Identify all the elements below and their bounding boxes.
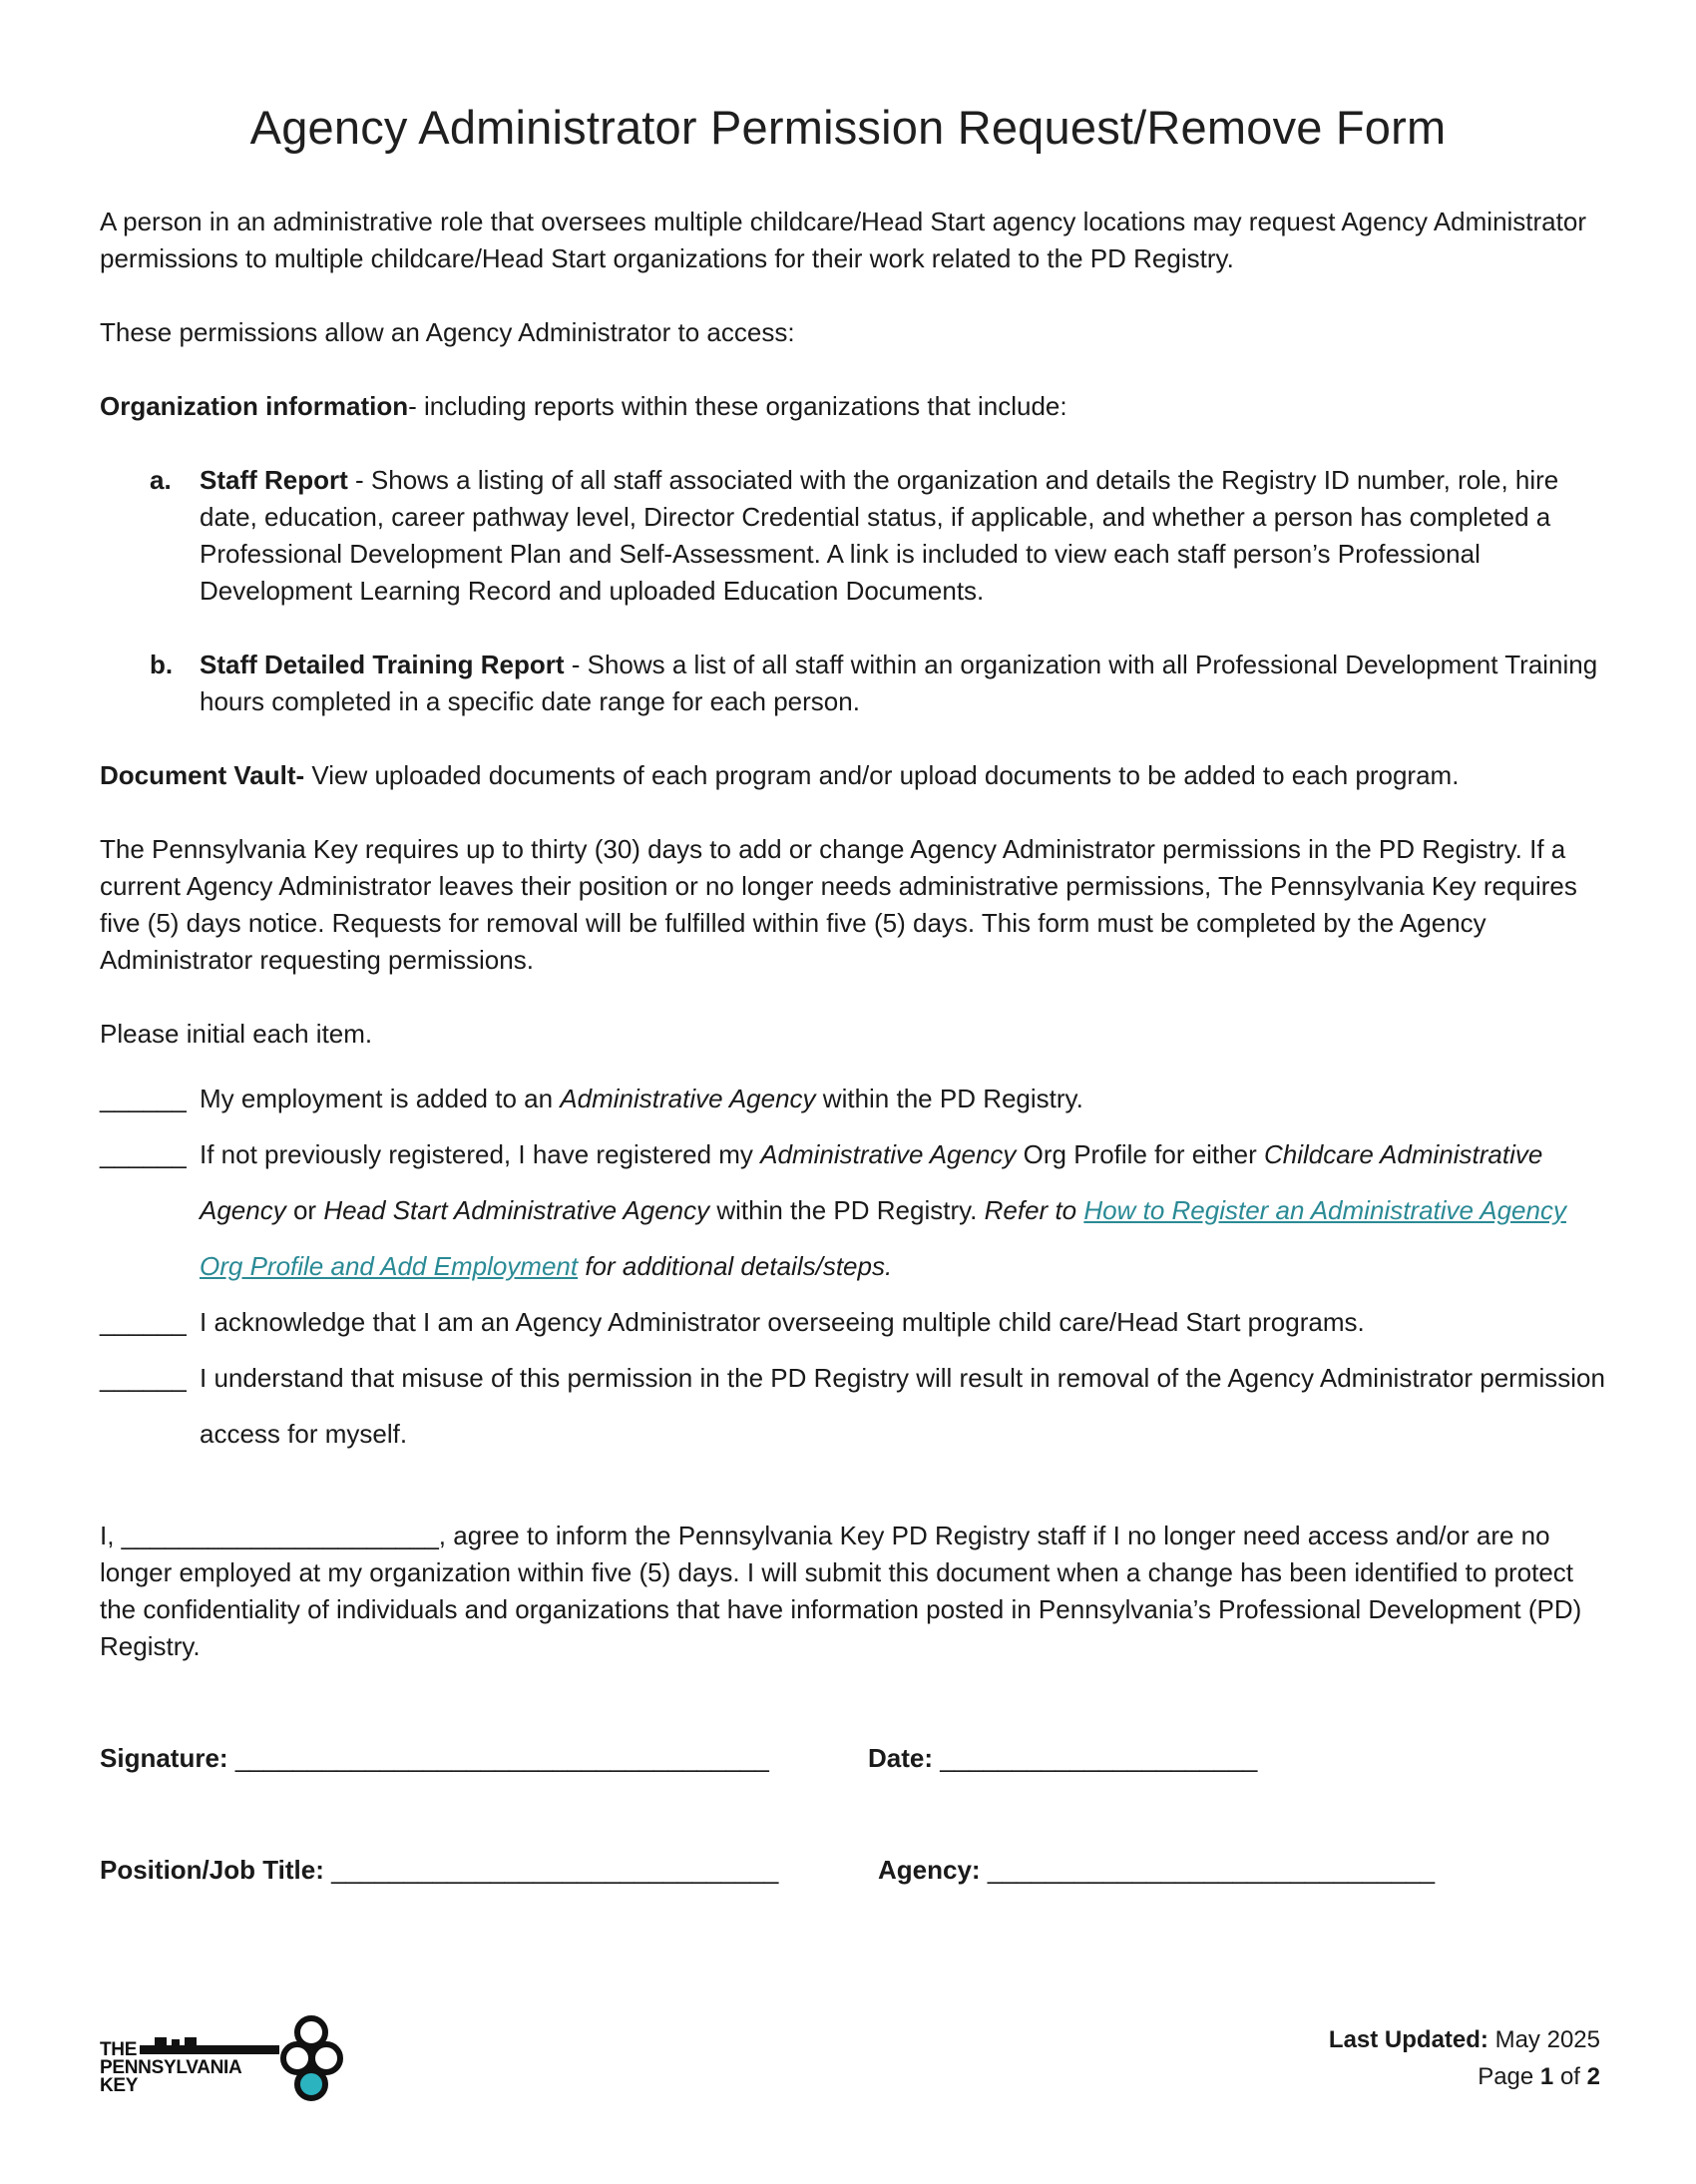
initial-item-emphasis: Childcare Administrative Agency (200, 1139, 1543, 1225)
position-line[interactable]: _______________________________ (331, 1855, 779, 1885)
initial-item-emphasis: Head Start Administrative Agency (323, 1195, 710, 1225)
name-blank[interactable]: ______________________ (121, 1521, 439, 1550)
document-vault-text: View uploaded documents of each program and/or upload documents to be added to each program. (304, 760, 1460, 790)
how-to-register-link[interactable]: How to Register an Administrative Agency Org Profile and Add Employment (200, 1195, 1566, 1281)
initial-item-text: within the PD Registry. (815, 1084, 1083, 1113)
page-of: of (1553, 2063, 1587, 2090)
agency-line[interactable]: _______________________________ (987, 1855, 1436, 1885)
initial-blank[interactable]: ______ (100, 1307, 187, 1337)
initial-blank[interactable]: ______ (100, 1139, 187, 1169)
initial-blank[interactable]: ______ (100, 1084, 187, 1113)
last-updated-label: Last Updated: (1328, 2026, 1488, 2053)
initial-item-registration (100, 1126, 1606, 1294)
date-line[interactable]: ______________________ (940, 1743, 1258, 1773)
signature-line[interactable]: _____________________________________ (234, 1743, 769, 1773)
initial-item-employment (100, 1071, 1606, 1126)
signature-label: Signature: (100, 1743, 228, 1773)
initial-item-text: Org Profile for either (1016, 1139, 1264, 1169)
agreement-paragraph (100, 1518, 1606, 1665)
agreement-text: , agree to inform the Pennsylvania Key PD Registry staff if I no longer need access and/or are no longer employed at my organization within five (5) days. I will submit this document when a change has been identified to protect the confidentiality of individuals and organizations that have information posted in Pennsylvania’s Professional Development (PD) Registry. (100, 1521, 1582, 1661)
date-label: Date: (868, 1743, 934, 1773)
initial-item-text: My employment is added to an (200, 1084, 561, 1113)
org-info-label: Organization information (100, 391, 409, 421)
position-field (100, 1855, 778, 1886)
logo-text-the: THE (100, 2039, 138, 2060)
initial-item-text: I acknowledge that I am an Agency Administrator overseeing multiple child care/Head Start programs. (200, 1307, 1365, 1337)
initial-item-emphasis: Refer to (984, 1195, 1084, 1225)
initial-blank[interactable]: ______ (100, 1363, 187, 1393)
initial-item-text: or (285, 1195, 324, 1225)
org-info-paragraph (100, 388, 1606, 425)
report-item-staff (100, 462, 1606, 610)
initial-item-emphasis: Administrative Agency (760, 1139, 1017, 1169)
date-field (868, 1743, 1257, 1774)
document-vault-paragraph (100, 757, 1606, 794)
report-item-label: Staff Detailed Training Report (200, 650, 565, 679)
initial-item-text: within the PD Registry. (709, 1195, 985, 1225)
initial-prompt: Please initial each item. (100, 1019, 373, 1049)
intro-paragraph: A person in an administrative role that oversees multiple childcare/Head Start agency locations may request Agency Administrator permissions to multiple childcare/Head Start organizations for their work related to the PD Registry. (100, 207, 1586, 273)
report-item-label: Staff Report (200, 465, 348, 495)
footer-meta (1329, 2021, 1600, 2095)
initial-item-emphasis: for additional details/steps. (578, 1251, 893, 1281)
signature-field (100, 1743, 769, 1774)
last-updated-value: May 2025 (1487, 2026, 1600, 2053)
document-vault-label: Document Vault- (100, 760, 305, 790)
last-updated (1329, 2021, 1600, 2058)
report-item-text: - Shows a list of all staff within an organization with all Professional Development Training hours completed in a specific date range for each person. (200, 650, 1598, 716)
agreement-prefix: I, (100, 1521, 122, 1550)
report-item-letter: a. (150, 465, 172, 495)
logo-text-key: KEY (100, 2075, 139, 2096)
report-item-detailed-training (100, 647, 1606, 720)
report-item-letter: b. (150, 650, 174, 679)
page-total: 2 (1586, 2063, 1600, 2090)
initial-item-acknowledge (100, 1294, 1606, 1350)
pennsylvania-key-logo (100, 2015, 349, 2110)
page-current: 1 (1539, 2063, 1554, 2090)
page-title: Agency Administrator Permission Request/Remove Form (249, 101, 1447, 154)
initial-item-misuse (100, 1350, 1606, 1462)
report-item-text: - Shows a listing of all staff associated with the organization and details the Registry ID number, role, hire date, education, career pathway level, Director Credential status, if applicable, and whether a person has completed a Professional Development Plan and Self-Assessment. A link is included to view each staff person’s Professional Development Learning Record and uploaded Education Documents. (200, 465, 1559, 606)
initial-item-text: I understand that misuse of this permission in the PD Registry will result in removal of the Agency Administrator permission access for myself. (200, 1363, 1605, 1449)
policy-paragraph: The Pennsylvania Key requires up to thirty (30) days to add or change Agency Administrator permissions in the PD Registry. If a current Agency Administrator leaves their position or no longer needs administrative permissions, The Pennsylvania Key requires five (5) days notice. Requests for removal will be fulfilled within five (5) days. This form must be completed by the Agency Administrator requesting permissions. (100, 834, 1577, 975)
page-prefix: Page (1478, 2063, 1540, 2090)
position-label: Position/Job Title: (100, 1855, 324, 1885)
initial-items (100, 1071, 1606, 1462)
org-info-text: - including reports within these organizations that include: (408, 391, 1067, 421)
page-number (1329, 2058, 1600, 2095)
agency-field (878, 1855, 1435, 1886)
agency-label: Agency: (878, 1855, 981, 1885)
initial-item-text: If not previously registered, I have registered my (200, 1139, 761, 1169)
initial-item-emphasis: Administrative Agency (560, 1084, 816, 1113)
permissions-intro: These permissions allow an Agency Administrator to access: (100, 317, 795, 347)
logo-text-pennsylvania: PENNSYLVANIA (100, 2057, 242, 2078)
form-body (100, 204, 1606, 1665)
